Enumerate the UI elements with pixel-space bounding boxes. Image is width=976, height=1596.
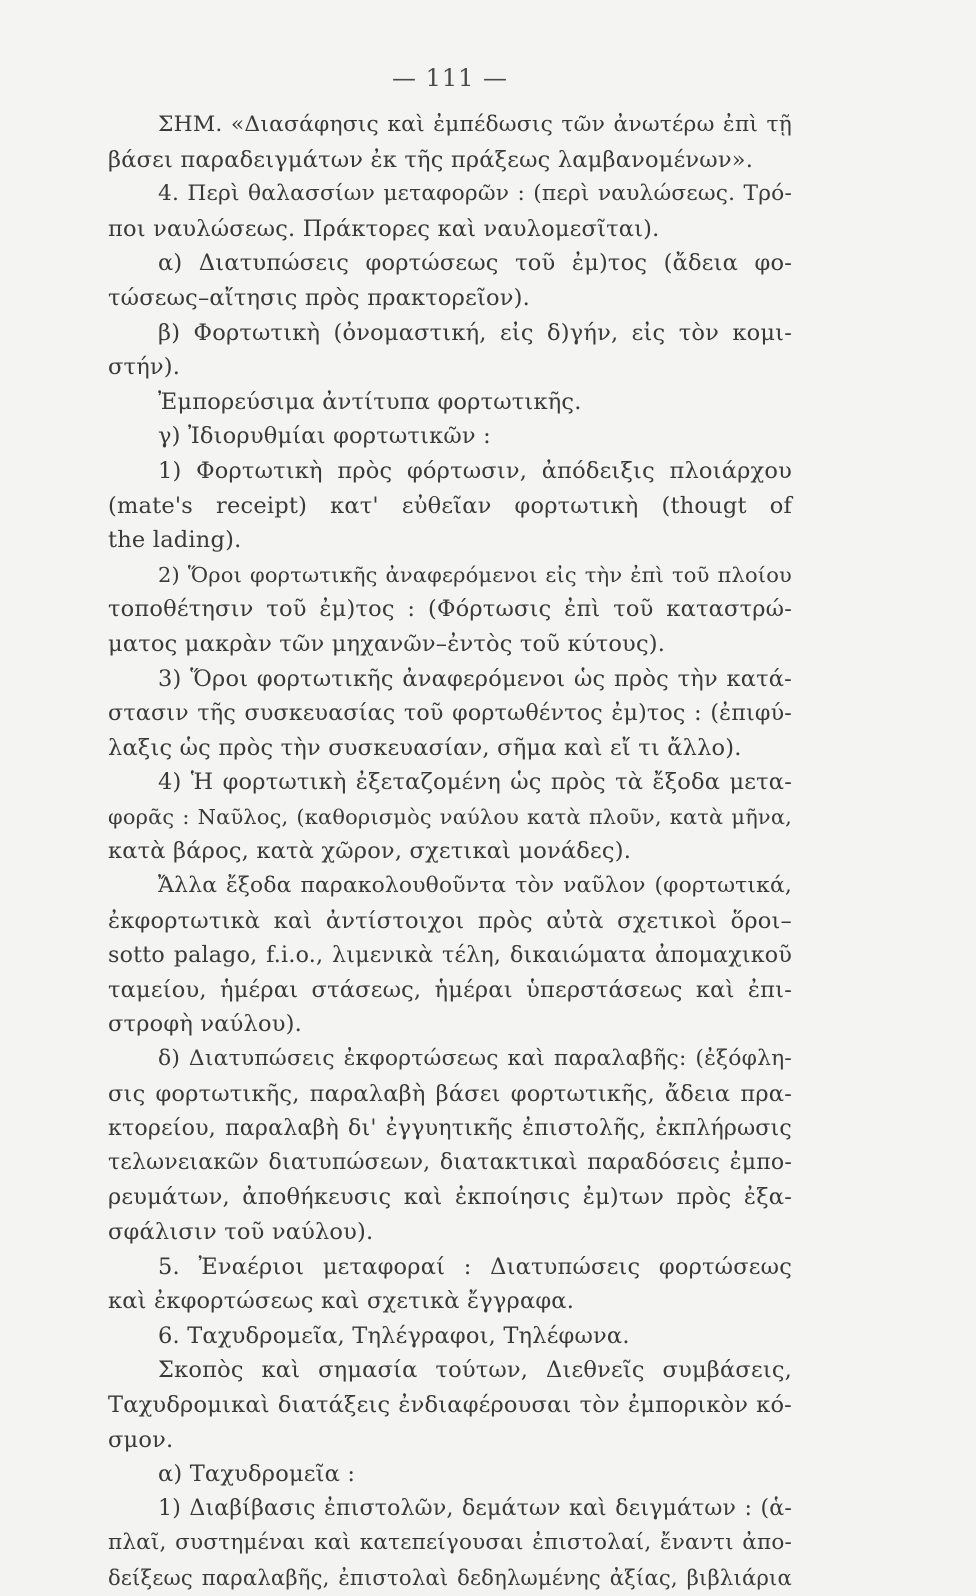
text-line: 5. Ἐναέριοι μεταφοραί : Διατυπώσεις φορτώσεως	[158, 1253, 792, 1280]
text-line: 1) Φορτωτικὴ πρὸς φόρτωσιν, ἀπόδειξις πλοιάρχου	[158, 457, 792, 484]
text-line: κτορείου, παραλαβὴ δι' ἐγγυητικῆς ἐπιστολῆς, ἐκπλήρωσις	[108, 1115, 792, 1142]
text-line: σις φορτωτικῆς, παραλαβὴ βάσει φορτωτικῆς, ἄδεια πρα-	[108, 1080, 792, 1107]
text-line: σφάλισιν τοῦ ναύλου).	[108, 1219, 374, 1245]
text-line: (mate's receipt) κατ' εὐθεῖαν φορτωτικὴ (thougt of	[108, 492, 792, 519]
text-line: τελωνειακῶν διατυπώσεων, διατακτικαὶ παραδόσεις ἐμπο-	[108, 1149, 792, 1175]
text-line: λαξις ὡς πρὸς τὴν συσκευασίαν, σῆμα καὶ εἴ τι ἄλλο).	[108, 734, 742, 761]
text-line: κατὰ βάρος, κατὰ χῶρον, σχετικαὶ μονάδες).	[108, 838, 632, 865]
text-line: ρευμάτων, ἀποθήκευσις καὶ ἐκποίησις ἐμ)των πρὸς ἐξα-	[108, 1184, 792, 1211]
text-line: τοποθέτησιν τοῦ ἐμ)τος : (Φόρτωσις ἐπὶ τοῦ καταστρώ-	[108, 596, 792, 623]
text-line: καὶ ἐκφορτώσεως καὶ σχετικὰ ἔγγραφα.	[108, 1288, 575, 1315]
text-line: Ἄλλα ἔξοδα παρακολουθοῦντα τὸν ναῦλον (φορτωτικά,	[158, 873, 792, 899]
text-line: the lading).	[108, 527, 242, 554]
text-line: βάσει παραδειγμάτων ἐκ τῆς πράξεως λαμβανομένων».	[108, 146, 754, 173]
text-line: 1) Διαβίβασις ἐπιστολῶν, δεμάτων καὶ δειγμάτων : (ἁ-	[158, 1495, 792, 1521]
text-line: δείξεως παραλαβῆς, ἐπιστολαὶ δεδηλωμένης ἀξίας, βιβλιάρια	[108, 1564, 792, 1590]
text-line: στροφὴ ναύλου).	[108, 1011, 302, 1038]
text-line: α) Ταχυδρομεῖα :	[158, 1461, 356, 1488]
text-line: στήν).	[108, 354, 181, 381]
text-line: ΣΗΜ. «Διασάφησις καὶ ἐμπέδωσις τῶν ἀνωτέρω ἐπὶ τῇ	[158, 112, 792, 137]
text-line: Ταχυδρομικαὶ διατάξεις ἐνδιαφέρουσαι τὸν ἐμπορικὸν κό-	[108, 1391, 792, 1418]
text-line: 2) Ὅροι φορτωτικῆς ἀναφερόμενοι εἰς τὴν ἐπὶ τοῦ πλοίου	[158, 562, 792, 587]
text-line: γ) Ἰδιορυθμίαι φορτωτικῶν :	[158, 423, 491, 450]
text-line: σμον.	[108, 1426, 174, 1453]
text-line: δ) Διατυπώσεις ἐκφορτώσεως καὶ παραλαβῆς: (ἐξόφλη-	[158, 1046, 792, 1072]
text-line: ἐκφορτωτικὰ καὶ ἀντίστοιχοι πρὸς αὐτὰ σχετικοὶ ὅροι–	[108, 907, 792, 934]
text-line: φορᾶς : Ναῦλος, (καθορισμὸς ναύλου κατὰ πλοῦν, κατὰ μῆνα,	[108, 804, 792, 829]
text-line: 6. Ταχυδρομεῖα, Τηλέγραφοι, Τηλέφωνα.	[158, 1322, 630, 1349]
text-line: ταμείου, ἡμέραι στάσεως, ἡμέραι ὑπερστάσεως καὶ ἐπι-	[108, 976, 792, 1003]
text-line: 4. Περὶ θαλασσίων μεταφορῶν : (περὶ ναυλώσεως. Τρό-	[158, 181, 792, 207]
text-line: α) Διατυπώσεις φορτώσεως τοῦ ἐμ)τος (ἄδεια φο-	[158, 250, 792, 277]
text-line: ποι ναυλώσεως. Πράκτορες καὶ ναυλομεσῖται).	[108, 215, 660, 242]
text-line: πλαῖ, συστημέναι καὶ κατεπείγουσαι ἐπιστολαί, ἔναντι ἀπο-	[108, 1530, 792, 1556]
body-text	[108, 108, 792, 1596]
text-line: sotto palago, f.i.o., λιμενικὰ τέλη, δικαιώματα ἀπομαχικοῦ	[108, 942, 792, 969]
text-line: τώσεως–αἴτησις πρὸς πρακτορεῖον).	[108, 284, 530, 311]
text-line: Σκοπὸς καὶ σημασία τούτων, Διεθνεῖς συμβάσεις,	[158, 1357, 792, 1384]
text-line: β) Φορτωτικὴ (ὀνομαστική, εἰς δ)γήν, εἰς τὸν κομι-	[158, 319, 792, 346]
text-line: 3) Ὅροι φορτωτικῆς ἀναφερόμενοι ὡς πρὸς τὴν κατά-	[158, 665, 792, 692]
text-line: στασιν τῆς συσκευασίας τοῦ φορτωθέντος ἐμ)τος : (ἐπιφύ-	[108, 700, 792, 727]
text-line: 4) Ἡ φορτωτικὴ ἐξεταζομένη ὡς πρὸς τὰ ἔξοδα μετα-	[158, 769, 792, 796]
text-line: ματος μακρὰν τῶν μηχανῶν–ἐντὸς τοῦ κύτους).	[108, 630, 666, 657]
page-number: — 111 —	[391, 64, 509, 92]
text-line: Ἐμπορεύσιμα ἀντίτυπα φορτωτικῆς.	[158, 388, 582, 415]
